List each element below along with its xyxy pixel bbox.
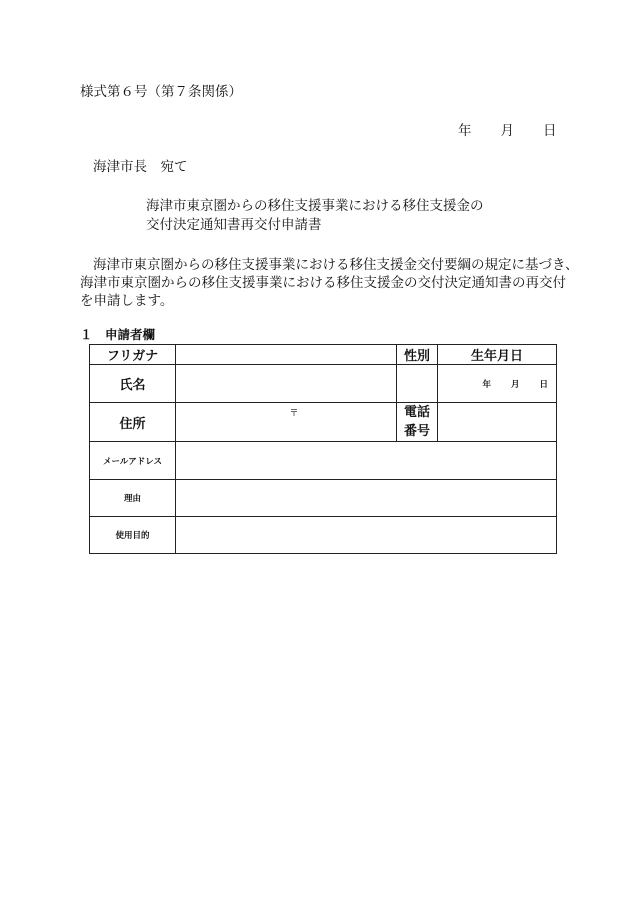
- birth-year-label: 年: [482, 379, 491, 390]
- purpose-field[interactable]: [176, 517, 557, 554]
- date-year-label: 年: [458, 123, 472, 139]
- reason-row: [90, 480, 557, 517]
- birthdate-field[interactable]: [438, 365, 557, 403]
- address-row: [90, 403, 557, 442]
- name-field[interactable]: [176, 365, 397, 403]
- email-row: [90, 442, 557, 480]
- body-text-line-2: 海津市東京圏からの移住支援事業における移住支援金の交付決定通知書の再交付: [80, 275, 566, 291]
- addressee: 海津市長 宛て: [93, 159, 188, 175]
- address-label: 住所: [90, 403, 176, 442]
- phone-label: [397, 403, 438, 442]
- body-text-line-3: を申請します。: [80, 293, 174, 309]
- name-label: 氏名: [90, 365, 176, 403]
- email-label: メールアドレス: [90, 442, 176, 480]
- purpose-label: 使用目的: [90, 517, 176, 554]
- birthdate-date-format: [438, 378, 556, 390]
- furigana-field[interactable]: [176, 345, 397, 365]
- form-number: 様式第６号（第７条関係）: [80, 84, 242, 100]
- document-title-line-2: 交付決定通知書再交付申請書: [146, 217, 322, 233]
- date-line: [458, 119, 557, 139]
- purpose-row: [90, 517, 557, 554]
- address-field[interactable]: [176, 403, 397, 442]
- phone-field[interactable]: [438, 403, 557, 442]
- birth-month-label: 月: [510, 379, 520, 390]
- name-row: [90, 365, 557, 403]
- reason-field[interactable]: [176, 480, 557, 517]
- reason-label: 理由: [90, 480, 176, 517]
- body-text-line-1: 海津市東京圏からの移住支援事業における移住支援金交付要綱の規定に基づき、: [93, 257, 579, 273]
- email-field[interactable]: [176, 442, 557, 480]
- date-month-label: 月: [500, 123, 514, 139]
- gender-field[interactable]: [397, 365, 438, 403]
- gender-label: 性別: [397, 345, 438, 365]
- birthdate-label: 生年月日: [438, 345, 557, 365]
- phone-label-line-2: 番号: [403, 424, 430, 439]
- applicant-form-table: [89, 344, 557, 554]
- postal-mark: 〒: [289, 408, 299, 419]
- phone-label-line-1: 電話: [403, 405, 430, 420]
- section-heading: １ 申請者欄: [80, 327, 156, 342]
- date-day-label: 日: [543, 123, 557, 139]
- birth-day-label: 日: [539, 379, 548, 390]
- document-title-line-1: 海津市東京圏からの移住支援事業における移住支援金の: [146, 198, 484, 214]
- furigana-label: フリガナ: [90, 345, 176, 365]
- furigana-row: [90, 345, 557, 365]
